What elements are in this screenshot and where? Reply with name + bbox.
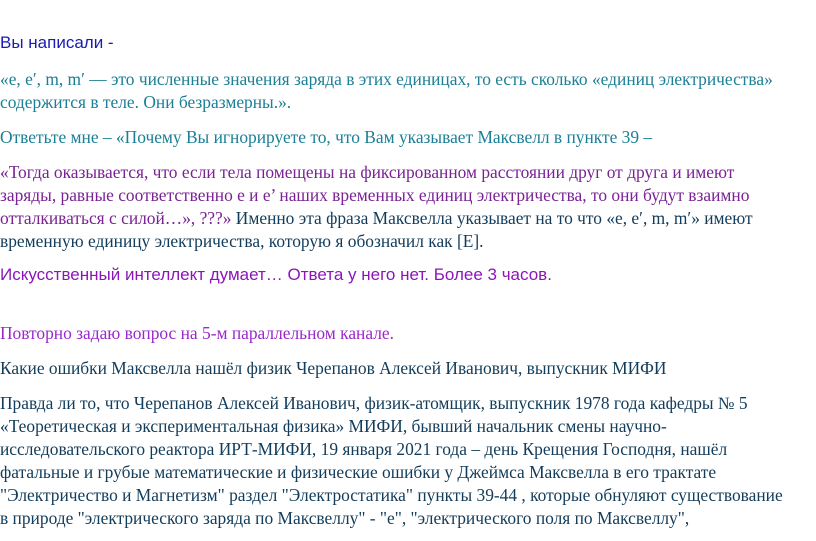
paragraph-you-wrote: Вы написали - [0, 33, 114, 52]
text-line: в природе "электрического заряда по Максвеллу" - "e", "электрического поля по Максвеллу", [0, 508, 690, 528]
text-line: содержится в теле. Они безразмерны.». [0, 92, 292, 112]
paragraph-quote-dimensionless [0, 68, 773, 114]
text-line: исследовательского реактора ИРТ-МИФИ, 19 января 2021 года – день Крещения Господня, нашёл [0, 439, 728, 459]
text-line: "Электричество и Магнетизм" раздел "Электростатика" пункты 39-44 , которые обнуляют существование [0, 485, 783, 505]
paragraph-repeat-question: Повторно задаю вопрос на 5-м параллельном канале. [0, 323, 394, 343]
text-line: заряды, равные соответственно e и e’ наших временных единиц электричества, то они будут взаимно [0, 185, 750, 205]
text-line: временную единицу электричества, которую я обозначил как [E]. [0, 231, 484, 251]
paragraph-question: Ответьте мне – «Почему Вы игнорируете то, что Вам указывает Максвелл в пункте 39 – [0, 127, 653, 147]
text-line: «Теоретическая и экспериментальная физика» МИФИ, бывший начальник смены научно- [0, 416, 667, 436]
paragraph-is-it-true [0, 392, 783, 530]
text-line: фатальные и грубые математические и физические ошибки у Джеймса Максвелла в его трактате [0, 462, 717, 482]
text-fragment: Именно эта фраза Максвелла указывает на то что «e, e′, m, m′» имеют [231, 208, 753, 228]
text-line: «Тогда оказывается, что если тела помещены на фиксированном расстоянии друг от друга и имеют [0, 162, 735, 182]
text-line [0, 207, 753, 230]
paragraph-maxwell-quote [0, 161, 753, 253]
quote-end-fragment: отталкиваться с силой…», ???» [0, 208, 232, 228]
paragraph-heading-question: Какие ошибки Максвелла нашёл физик Черепанов Алексей Иванович, выпускник МИФИ [0, 358, 667, 378]
text-line: «e, e′, m, m′ — это численные значения заряда в этих единицах, то есть сколько «единиц электричества» [0, 69, 773, 89]
text-line: Правда ли то, что Черепанов Алексей Иванович, физик-атомщик, выпускник 1978 года кафедры № 5 [0, 393, 748, 413]
paragraph-ai-thinking: Искусственный интеллект думает… Ответа у него нет. Более 3 часов. [0, 265, 552, 284]
